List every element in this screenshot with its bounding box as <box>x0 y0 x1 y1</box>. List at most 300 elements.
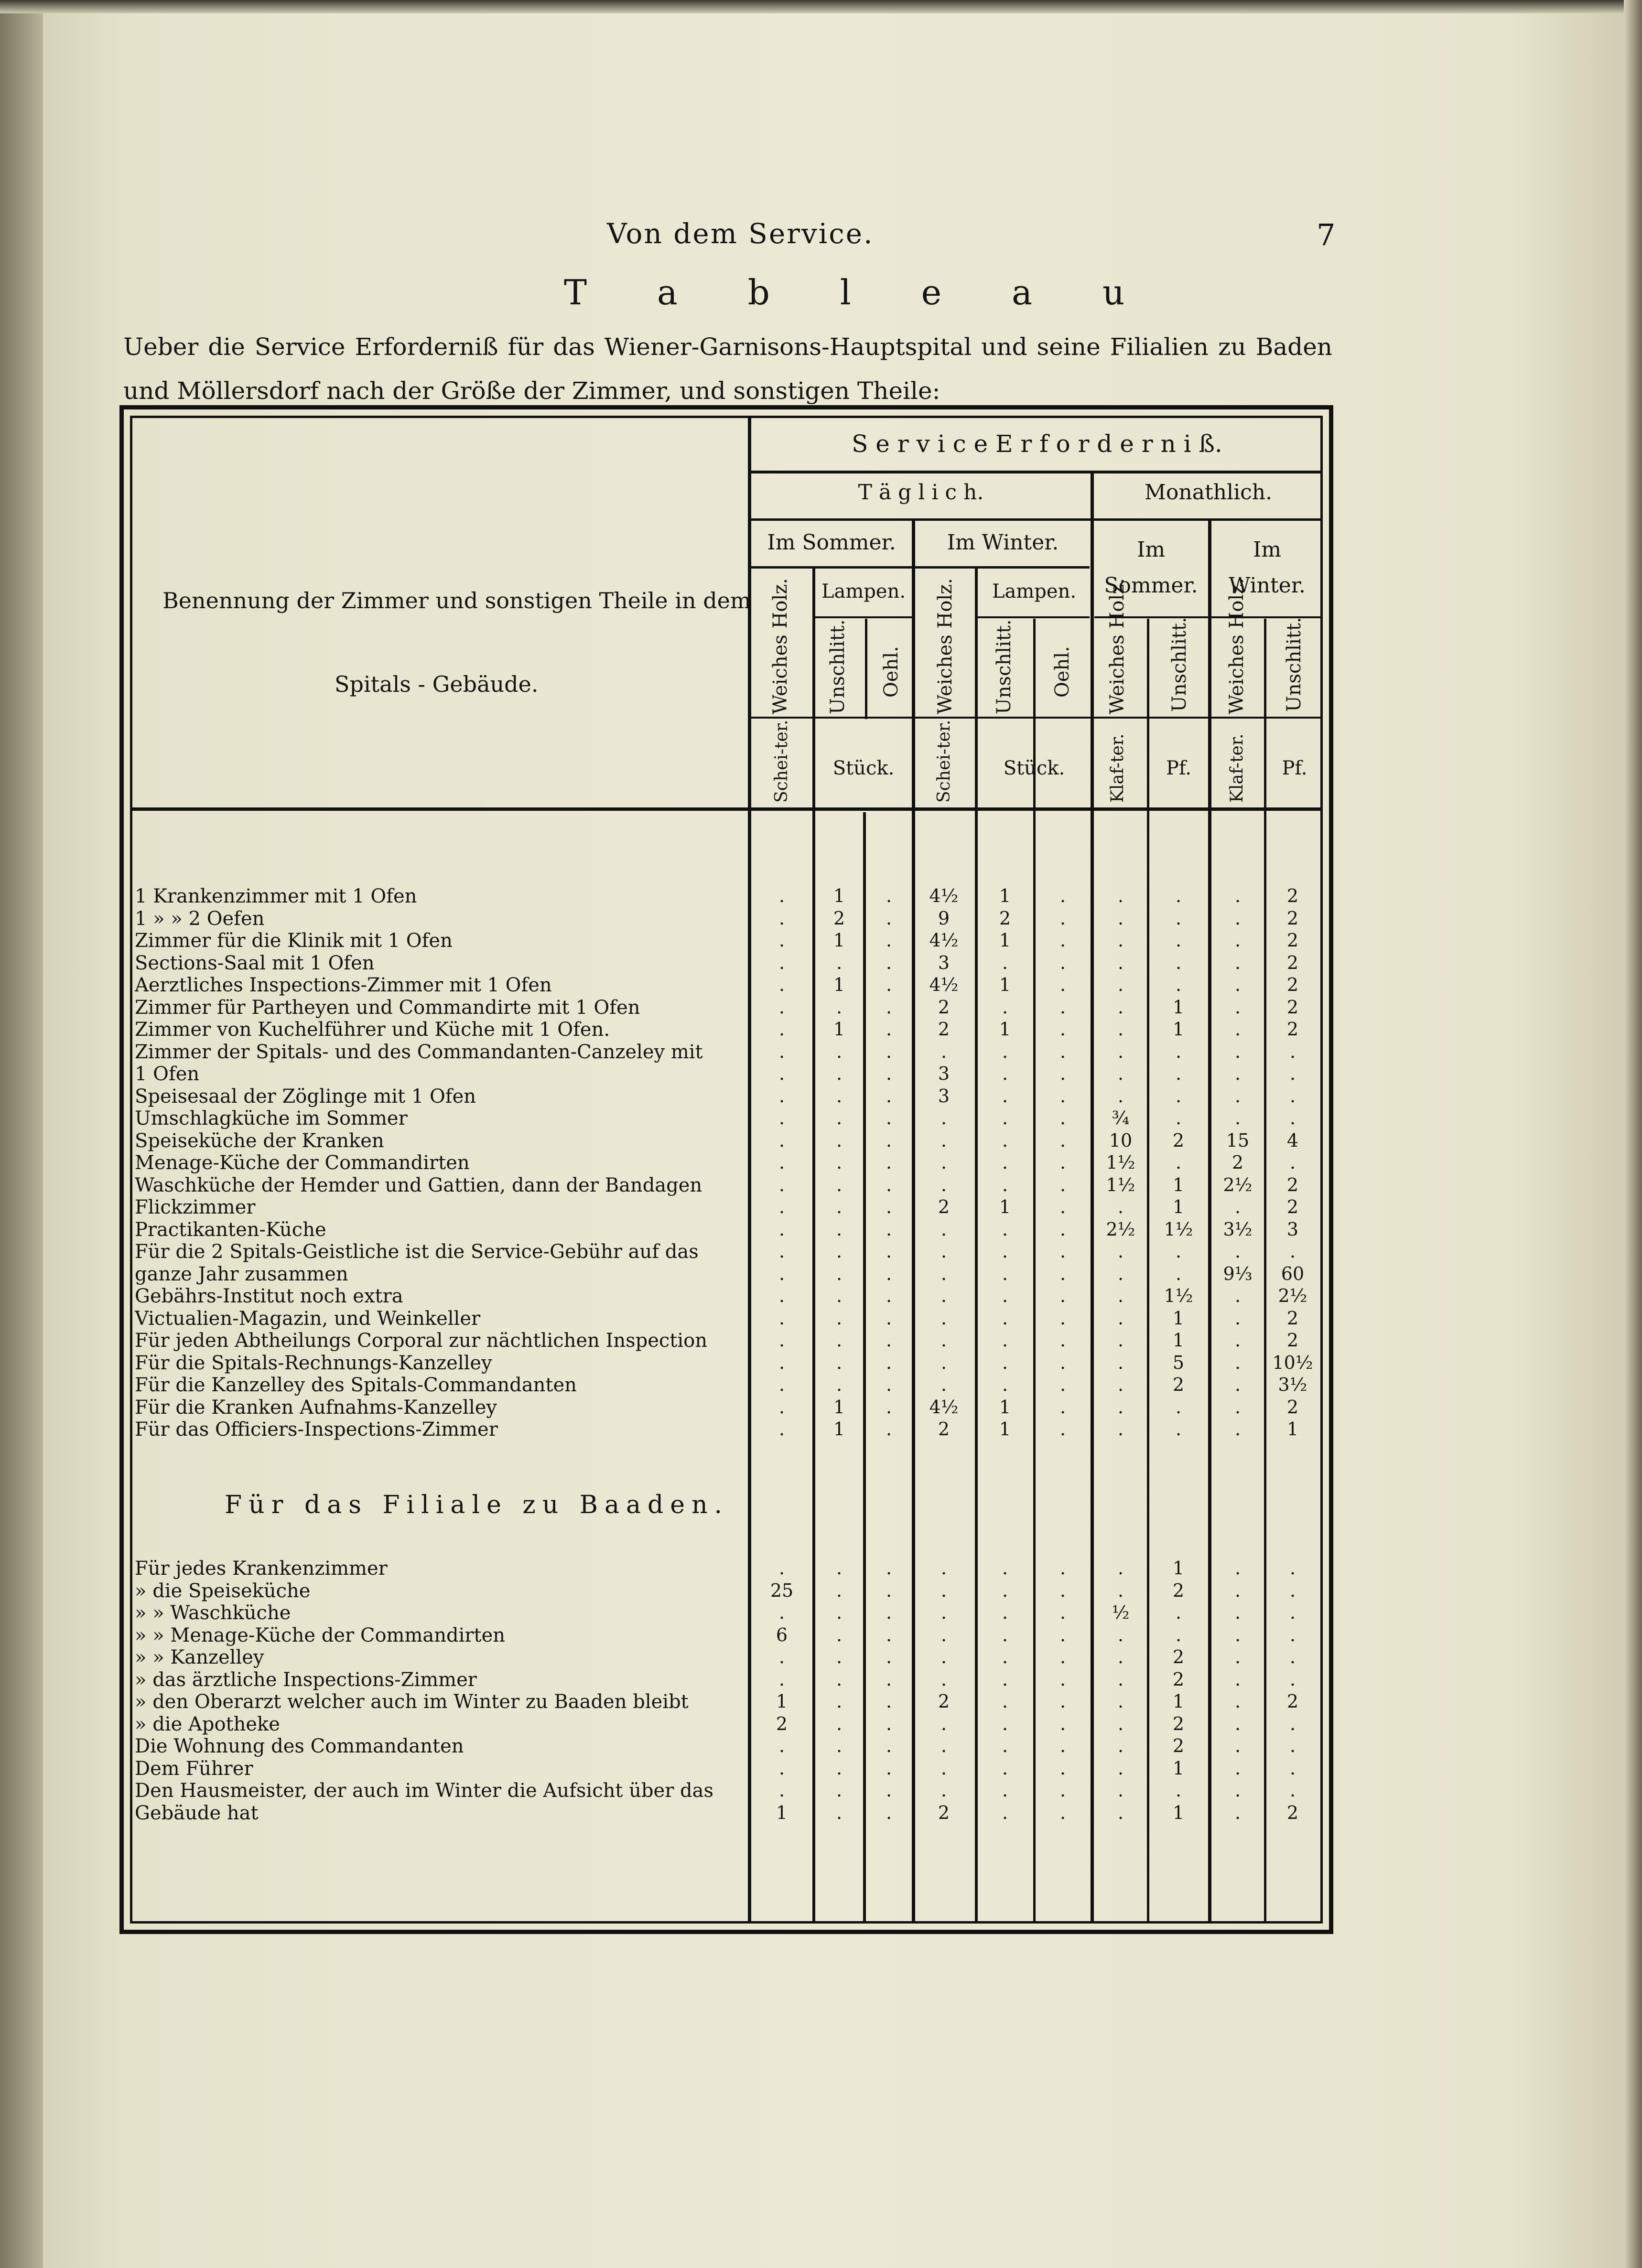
table-cell-empty: . <box>778 1668 785 1690</box>
table-cell: 1 <box>833 930 845 951</box>
table-cell: 9 <box>938 907 950 929</box>
table-cell: 3½ <box>1223 1218 1253 1240</box>
table-cell-empty: . <box>836 1691 843 1712</box>
rule-under-lamps-summer <box>812 616 913 618</box>
row-label: Zimmer für die Klinik mit 1 Ofen <box>135 930 453 952</box>
header-lamps-winter: Lampen. <box>992 580 1077 602</box>
table-cell: 1½ <box>1106 1152 1135 1173</box>
table-cell-empty: . <box>1234 907 1241 929</box>
table-cell-empty: . <box>1234 885 1241 906</box>
table-cell-empty: . <box>1059 974 1066 995</box>
table-cell-empty: . <box>1002 1374 1008 1395</box>
table-cell-empty: . <box>836 1713 843 1734</box>
table-cell-empty: . <box>1059 1757 1066 1779</box>
table-cell-empty: . <box>1059 930 1066 951</box>
row-label: Gebäude hat <box>135 1802 259 1824</box>
table-cell-empty: . <box>886 1063 892 1084</box>
table-cell-empty: . <box>1059 907 1066 929</box>
table-cell-empty: . <box>1059 1780 1066 1801</box>
table-cell-empty: . <box>1002 1241 1008 1262</box>
table-cell-empty: . <box>1234 1646 1241 1667</box>
table-cell-empty: . <box>1059 1152 1066 1173</box>
table-cell-empty: . <box>1002 1263 1008 1284</box>
table-cell: 1 <box>1172 1330 1185 1351</box>
table-cell-empty: . <box>1059 1558 1066 1579</box>
table-cell-empty: . <box>1117 930 1124 951</box>
table-cell: 3 <box>938 1085 950 1107</box>
table-cell-empty: . <box>1002 1735 1008 1756</box>
table-cell: 2 <box>1286 1802 1299 1823</box>
table-cell-empty: . <box>1234 1107 1241 1129</box>
table-cell-empty: . <box>1117 974 1124 995</box>
table-cell: 1 <box>833 1019 845 1040</box>
table-cell-empty: . <box>886 1307 892 1329</box>
table-cell-empty: . <box>1002 1152 1008 1173</box>
row-label: Menage-Küche der Commandirten <box>135 1152 470 1174</box>
table-cell: 1 <box>833 885 845 906</box>
table-cell-empty: . <box>1002 1624 1008 1645</box>
row-label: Practikanten-Küche <box>135 1218 326 1241</box>
table-cell-empty: . <box>836 1735 843 1756</box>
table-cell-empty: . <box>836 1558 843 1579</box>
table-cell-empty: . <box>1059 1063 1066 1084</box>
table-cell: 2 <box>1286 1396 1299 1418</box>
table-cell: 1 <box>776 1691 788 1712</box>
table-cell-empty: . <box>886 885 892 906</box>
table-cell: 1 <box>1172 1196 1185 1217</box>
table-cell-empty: . <box>836 1780 843 1801</box>
table-cell-empty: . <box>1234 1735 1241 1756</box>
row-label: Sections-Saal mit 1 Ofen <box>135 952 375 974</box>
table-cell: 2 <box>1172 1580 1185 1601</box>
table-cell: 1 <box>833 1419 845 1440</box>
table-cell-empty: . <box>1175 1107 1182 1129</box>
table-cell-empty: . <box>1117 1624 1124 1645</box>
unit-klafter-winter: Klaf-ter. <box>1227 733 1247 803</box>
table-cell-empty: . <box>940 1174 947 1195</box>
table-cell-empty: . <box>1117 1196 1124 1217</box>
table-cell: 2½ <box>1278 1285 1307 1306</box>
table-cell-empty: . <box>1002 1580 1008 1601</box>
table-cell-empty: . <box>778 885 785 906</box>
table-cell-empty: . <box>940 1780 947 1801</box>
table-cell-empty: . <box>940 1129 947 1151</box>
table-cell: 2½ <box>1106 1218 1135 1240</box>
table-cell-empty: . <box>1002 1352 1008 1373</box>
table-cell-empty: . <box>778 952 785 973</box>
table-cell-empty: . <box>1117 1085 1124 1107</box>
table-cell-empty: . <box>1002 1691 1008 1712</box>
table-cell: ¾ <box>1112 1107 1130 1129</box>
table-cell: 1 <box>1172 1802 1185 1823</box>
table-cell-empty: . <box>1002 1713 1008 1734</box>
table-cell-empty: . <box>1117 1668 1124 1690</box>
table-cell-empty: . <box>1175 1624 1182 1645</box>
table-cell-empty: . <box>1289 1602 1296 1623</box>
header-oehl-winter: Oehl. <box>1051 646 1073 698</box>
table-cell: 60 <box>1281 1263 1305 1284</box>
page-title: T a b l e a u <box>564 272 1155 312</box>
table-cell-empty: . <box>1002 1646 1008 1667</box>
table-cell: 2½ <box>1223 1174 1253 1195</box>
header-summer: Im Sommer. <box>767 530 896 555</box>
label-column-divider <box>748 416 751 1924</box>
table-cell-empty: . <box>1234 1419 1241 1440</box>
book-gutter <box>0 0 43 2268</box>
table-cell: 2 <box>1286 996 1299 1018</box>
table-cell: 3 <box>1286 1218 1299 1240</box>
page-top-edge <box>0 0 1642 13</box>
table-cell-empty: . <box>1117 1580 1124 1601</box>
table-cell: 1 <box>776 1802 788 1823</box>
table-cell-empty: . <box>778 1063 785 1084</box>
table-cell-empty: . <box>1059 1419 1066 1440</box>
table-cell-empty: . <box>886 1396 892 1418</box>
table-cell-empty: . <box>940 1041 947 1062</box>
table-cell: 2 <box>1286 1330 1299 1351</box>
row-label: Zimmer von Kuchelführer und Küche mit 1 Ofen. <box>135 1019 610 1041</box>
table-cell: 2 <box>1232 1152 1244 1173</box>
table-cell-empty: . <box>836 1624 843 1645</box>
row-label: » » Waschküche <box>135 1602 291 1624</box>
table-cell: 2 <box>1286 1691 1299 1712</box>
page-right-edge <box>1624 0 1642 2268</box>
running-head: Von dem Service. <box>607 217 874 250</box>
row-label: Den Hausmeister, der auch im Winter die Aufsicht über das <box>135 1780 714 1802</box>
table-cell-empty: . <box>1002 996 1008 1018</box>
table-cell: 6 <box>776 1624 788 1645</box>
table-cell-empty: . <box>1002 1129 1008 1151</box>
table-cell-empty: . <box>886 974 892 995</box>
table-cell-empty: . <box>1175 1602 1182 1623</box>
table-cell: 2 <box>1172 1129 1185 1151</box>
table-cell-empty: . <box>1117 1330 1124 1351</box>
table-cell-empty: . <box>1175 1063 1182 1084</box>
table-cell-empty: . <box>778 1285 785 1306</box>
table-cell-empty: . <box>1175 974 1182 995</box>
table-cell: 1 <box>1172 1558 1185 1579</box>
table-cell-empty: . <box>886 1352 892 1373</box>
table-cell-empty: . <box>1234 1041 1241 1062</box>
row-label: » » Menage-Küche der Commandirten <box>135 1624 506 1646</box>
table-cell-empty: . <box>1117 907 1124 929</box>
table-cell-empty: . <box>886 1646 892 1667</box>
unit-klafter-summer: Klaf-ter. <box>1108 733 1127 803</box>
unit-pf-winter: Pf. <box>1282 757 1307 779</box>
table-cell-empty: . <box>886 1085 892 1107</box>
table-cell-empty: . <box>1059 1602 1066 1623</box>
table-cell-empty: . <box>1234 1757 1241 1779</box>
table-cell: 2 <box>938 1196 950 1217</box>
table-cell: 2 <box>1172 1668 1185 1690</box>
table-cell-empty: . <box>1234 1668 1241 1690</box>
table-cell-empty: . <box>836 1263 843 1284</box>
header-weiches-holz-m-winter: Weiches Holz. <box>1226 578 1248 714</box>
row-label: Zimmer für Partheyen und Commandirte mit 1 Ofen <box>135 996 640 1019</box>
table-cell-empty: . <box>1289 1757 1296 1779</box>
table-cell-empty: . <box>1234 1374 1241 1395</box>
table-cell-empty: . <box>1059 1330 1066 1351</box>
table-cell-empty: . <box>778 907 785 929</box>
table-cell-empty: . <box>1117 1374 1124 1395</box>
table-cell-empty: . <box>1289 1735 1296 1756</box>
table-cell: 4½ <box>929 930 959 951</box>
table-cell-empty: . <box>1002 1668 1008 1690</box>
table-cell-empty: . <box>1059 1396 1066 1418</box>
row-label: » die Speiseküche <box>135 1580 311 1602</box>
table-cell-empty: . <box>1117 1241 1124 1262</box>
table-cell-empty: . <box>778 1735 785 1756</box>
table-cell-empty: . <box>940 1757 947 1779</box>
table-cell-empty: . <box>940 1713 947 1734</box>
row-label: 1 Ofen <box>135 1063 200 1085</box>
table-cell-empty: . <box>1175 1780 1182 1801</box>
table-cell: 2 <box>938 1802 950 1823</box>
table-cell-empty: . <box>778 1041 785 1062</box>
row-label: » den Oberarzt welcher auch im Winter zu Baaden bleibt <box>135 1691 689 1713</box>
table-cell-empty: . <box>1117 952 1124 973</box>
table-cell-empty: . <box>1059 1263 1066 1284</box>
header-monthly: Monathlich. <box>1144 480 1273 505</box>
header-monthly-summer-2: Sommer. <box>1104 573 1198 598</box>
table-cell-empty: . <box>886 1107 892 1129</box>
table-cell: 4½ <box>929 885 959 906</box>
table-cell-empty: . <box>1175 930 1182 951</box>
table-cell-empty: . <box>940 1307 947 1329</box>
table-cell-empty: . <box>1002 1218 1008 1240</box>
table-cell-empty: . <box>1234 1241 1241 1262</box>
table-cell-empty: . <box>940 1602 947 1623</box>
table-cell-empty: . <box>1234 1352 1241 1373</box>
table-cell: 1 <box>999 1419 1011 1440</box>
table-cell: ½ <box>1112 1602 1130 1623</box>
table-cell-empty: . <box>778 1419 785 1440</box>
table-cell-empty: . <box>886 1241 892 1262</box>
table-cell-empty: . <box>1059 1374 1066 1395</box>
table-cell-empty: . <box>940 1624 947 1645</box>
section-title-baden: Für das Filiale zu Baaden. <box>225 1491 729 1519</box>
table-cell-empty: . <box>836 1174 843 1195</box>
table-cell-empty: . <box>778 1085 785 1107</box>
table-cell-empty: . <box>1002 1063 1008 1084</box>
table-cell-empty: . <box>836 1802 843 1823</box>
table-cell: 15 <box>1226 1129 1250 1151</box>
table-cell-empty: . <box>1234 1602 1241 1623</box>
table-cell-empty: . <box>886 1129 892 1151</box>
table-cell-empty: . <box>1059 1196 1066 1217</box>
table-cell: 2 <box>1172 1713 1185 1734</box>
row-label: Für die 2 Spitals-Geistliche ist die Service-Gebühr auf das <box>135 1241 699 1263</box>
table-cell-empty: . <box>1059 1174 1066 1195</box>
table-cell-empty: . <box>778 1129 785 1151</box>
table-cell-empty: . <box>940 1374 947 1395</box>
table-cell-empty: . <box>778 1174 785 1195</box>
header-monthly-winter-1: Im <box>1253 537 1282 562</box>
table-cell-empty: . <box>1175 952 1182 973</box>
table-cell-empty: . <box>1175 1041 1182 1062</box>
header-oehl-summer: Oehl. <box>880 646 902 698</box>
table-cell-empty: . <box>778 930 785 951</box>
table-cell-empty: . <box>1289 1580 1296 1601</box>
page-number: 7 <box>1317 217 1336 252</box>
rule-under-summer-winter <box>751 566 1090 569</box>
table-cell-empty: . <box>836 1107 843 1129</box>
table-cell-empty: . <box>1117 1285 1124 1306</box>
table-cell-empty: . <box>1059 885 1066 906</box>
rule-under-daily <box>751 518 1323 521</box>
row-label: Für die Kranken Aufnahms-Kanzelley <box>135 1396 497 1419</box>
table-cell-empty: . <box>1175 907 1182 929</box>
table-cell-empty: . <box>1234 952 1241 973</box>
row-label: Zimmer der Spitals- und des Commandanten-Canzeley mit <box>135 1041 703 1063</box>
header-weiches-holz-summer: Weiches Holz. <box>769 578 791 714</box>
table-cell-empty: . <box>778 996 785 1018</box>
table-cell-empty: . <box>1234 1691 1241 1712</box>
header-lamps-summer: Lampen. <box>821 580 906 602</box>
header-bottom-rule <box>130 807 1323 811</box>
table-cell-empty: . <box>1117 1691 1124 1712</box>
table-cell: 2 <box>1286 1196 1299 1217</box>
table-cell-empty: . <box>940 1241 947 1262</box>
table-cell: 9⅓ <box>1223 1263 1253 1284</box>
table-cell: 4 <box>1286 1129 1299 1151</box>
row-label: Gebährs-Institut noch extra <box>135 1285 403 1307</box>
row-label: » die Apotheke <box>135 1713 280 1735</box>
row-label: Flickzimmer <box>135 1196 256 1218</box>
table-cell: 2 <box>1286 974 1299 995</box>
table-cell-empty: . <box>1059 1085 1066 1107</box>
table-cell-empty: . <box>886 1602 892 1623</box>
row-label: » das ärztliche Inspections-Zimmer <box>135 1668 477 1691</box>
row-label: Waschküche der Hemder und Gattien, dann der Bandagen <box>135 1174 702 1196</box>
table-cell: 1 <box>1172 1174 1185 1195</box>
table-cell-empty: . <box>1234 1285 1241 1306</box>
table-cell-empty: . <box>1059 1129 1066 1151</box>
table-cell-empty: . <box>836 1129 843 1151</box>
table-cell-empty: . <box>1059 996 1066 1018</box>
table-cell-empty: . <box>1117 1802 1124 1823</box>
table-cell-empty: . <box>1289 1152 1296 1173</box>
table-cell-empty: . <box>886 1330 892 1351</box>
table-cell-empty: . <box>1002 952 1008 973</box>
header-unschlitt-m-summer: Unschlitt. <box>1168 617 1190 712</box>
header-weiches-holz-m-summer: Weiches Holz. <box>1106 578 1128 714</box>
table-cell-empty: . <box>1117 1780 1124 1801</box>
table-cell-empty: . <box>1117 1019 1124 1040</box>
table-cell: 1 <box>1172 1307 1185 1329</box>
table-cell-empty: . <box>1117 1713 1124 1734</box>
table-cell-empty: . <box>1059 1019 1066 1040</box>
table-cell-empty: . <box>1117 996 1124 1018</box>
table-cell-empty: . <box>1059 1580 1066 1601</box>
table-cell-empty: . <box>778 1307 785 1329</box>
table-cell-empty: . <box>836 1580 843 1601</box>
table-cell-empty: . <box>886 930 892 951</box>
table-cell-empty: . <box>1289 1041 1296 1062</box>
table-cell-empty: . <box>1059 1802 1066 1823</box>
table-cell-empty: . <box>1289 1085 1296 1107</box>
table-cell: 2 <box>1286 885 1299 906</box>
table-cell-empty: . <box>836 1374 843 1395</box>
table-cell-empty: . <box>940 1646 947 1667</box>
table-cell: 1½ <box>1106 1174 1135 1195</box>
table-cell-empty: . <box>836 1218 843 1240</box>
table-cell-empty: . <box>1059 1646 1066 1667</box>
table-cell-empty: . <box>1175 1263 1182 1284</box>
table-cell-empty: . <box>1234 1019 1241 1040</box>
table-cell-empty: . <box>940 1735 947 1756</box>
table-cell: 2 <box>1172 1374 1185 1395</box>
table-cell-empty: . <box>1059 1041 1066 1062</box>
table-cell-empty: . <box>886 1691 892 1712</box>
table-cell-empty: . <box>778 1330 785 1351</box>
table-cell-empty: . <box>1234 974 1241 995</box>
table-cell-empty: . <box>778 1646 785 1667</box>
table-cell-empty: . <box>940 1668 947 1690</box>
table-cell-empty: . <box>1059 1107 1066 1129</box>
table-cell-empty: . <box>1002 1802 1008 1823</box>
table-cell-empty: . <box>1002 1285 1008 1306</box>
left-header-line2: Spitals - Gebäude. <box>335 671 539 697</box>
table-cell-empty: . <box>778 1602 785 1623</box>
table-cell-empty: . <box>1002 1330 1008 1351</box>
table-cell-empty: . <box>1234 1063 1241 1084</box>
row-label: Für das Officiers-Inspections-Zimmer <box>135 1419 498 1440</box>
table-cell-empty: . <box>836 1307 843 1329</box>
table-cell-empty: . <box>1059 1668 1066 1690</box>
table-cell-empty: . <box>778 1107 785 1129</box>
table-cell-empty: . <box>1234 1085 1241 1107</box>
table-cell-empty: . <box>778 1352 785 1373</box>
table-cell-empty: . <box>836 1041 843 1062</box>
rule-under-service <box>751 471 1323 473</box>
table-cell-empty: . <box>836 952 843 973</box>
table-cell-empty: . <box>1117 1263 1124 1284</box>
table-cell: 1 <box>1172 1019 1185 1040</box>
table-cell: 2 <box>938 1419 950 1440</box>
table-cell-empty: . <box>1117 1352 1124 1373</box>
table-cell-empty: . <box>1117 1419 1124 1440</box>
table-cell-empty: . <box>1175 1241 1182 1262</box>
table-cell: 1 <box>999 1019 1011 1040</box>
row-label: ganze Jahr zusammen <box>135 1263 348 1285</box>
table-cell-empty: . <box>1234 996 1241 1018</box>
table-cell-empty: . <box>1234 1558 1241 1579</box>
unit-pf-summer: Pf. <box>1166 757 1191 779</box>
table-cell-empty: . <box>778 1396 785 1418</box>
table-cell-empty: . <box>836 996 843 1018</box>
row-label: Für jeden Abtheilungs Corporal zur nächtlichen Inspection <box>135 1330 708 1352</box>
table-cell: 3½ <box>1278 1374 1307 1395</box>
table-cell: 2 <box>1172 1646 1185 1667</box>
table-cell-empty: . <box>1289 1646 1296 1667</box>
table-cell: 1 <box>1286 1419 1299 1440</box>
table-cell: 2 <box>1286 907 1299 929</box>
table-cell-empty: . <box>886 1668 892 1690</box>
table-cell: 2 <box>1286 952 1299 973</box>
table-cell: 1 <box>1172 1757 1185 1779</box>
table-cell-empty: . <box>1059 1241 1066 1262</box>
table-cell-empty: . <box>1234 1802 1241 1823</box>
table-cell-empty: . <box>886 1802 892 1823</box>
table-cell-empty: . <box>1117 1757 1124 1779</box>
table-cell-empty: . <box>778 1263 785 1284</box>
row-label: Für die Kanzelley des Spitals-Commandanten <box>135 1374 577 1396</box>
table-cell: 2 <box>1286 1307 1299 1329</box>
table-cell-empty: . <box>1002 1174 1008 1195</box>
table-cell-empty: . <box>1289 1063 1296 1084</box>
table-cell-empty: . <box>1234 1624 1241 1645</box>
